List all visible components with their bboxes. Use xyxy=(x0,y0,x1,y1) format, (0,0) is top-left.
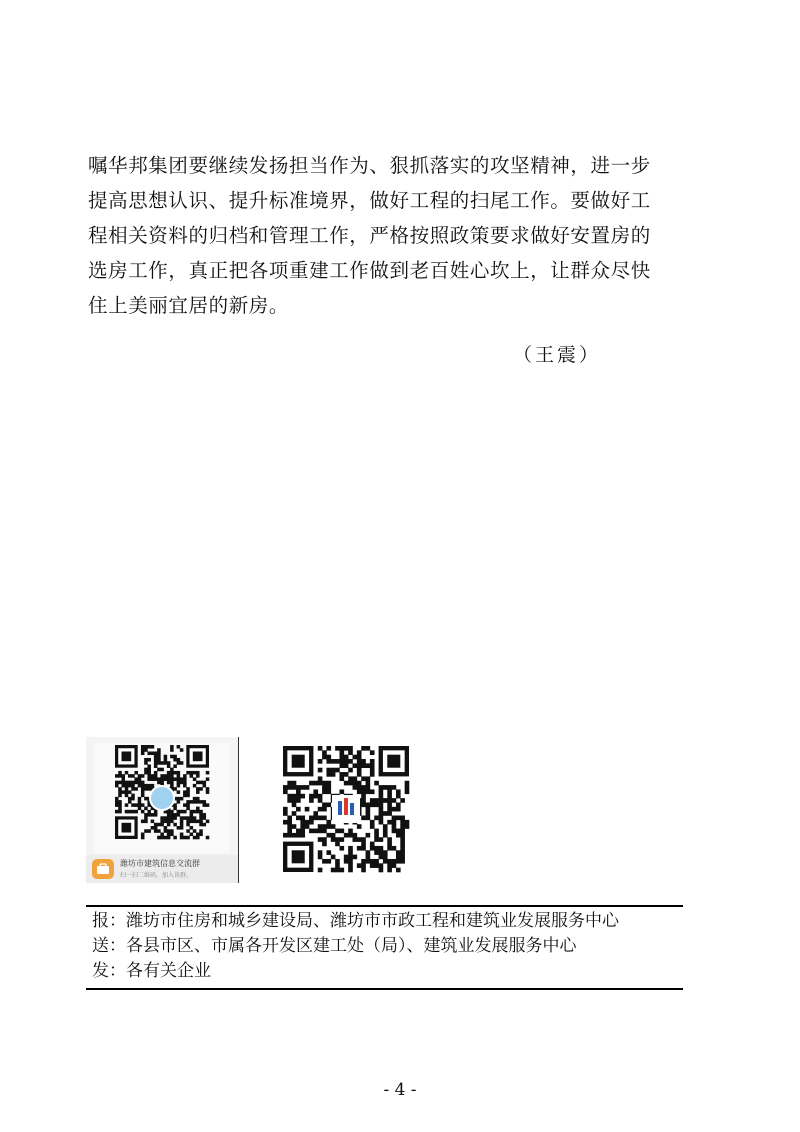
distribution-issue: 发：各有关企业 xyxy=(92,961,211,981)
group-avatar-icon xyxy=(92,859,114,879)
distribution-top-rule xyxy=(86,905,683,907)
article-body xyxy=(88,148,708,323)
page-number: - 4 - xyxy=(383,1080,417,1100)
body-line: 程相关资料的归档和管理工作，严格按照政策要求做好安置房的 xyxy=(88,224,651,247)
distribution-bottom-rule xyxy=(86,988,683,990)
distribution-report: 报：潍坊市住房和城乡建设局、潍坊市市政工程和建筑业发展服务中心 xyxy=(92,911,619,931)
qr-code-graphic xyxy=(94,743,230,853)
official-account-qr-code xyxy=(281,744,411,876)
wechat-group-qr-card xyxy=(86,737,239,883)
body-line: 嘱华邦集团要继续发扬担当作为、狠抓落实的攻坚精神，进一步 xyxy=(88,154,651,177)
distribution-list xyxy=(92,909,619,984)
body-line: 提高思想认识、提升标准境界，做好工程的扫尾工作。要做好工 xyxy=(88,189,651,212)
body-line: 住上美丽宜居的新房。 xyxy=(88,294,290,317)
group-name: 潍坊市建筑信息交流群 xyxy=(120,859,200,868)
group-caption-bar xyxy=(86,855,238,883)
body-line: 选房工作，真正把各项重建工作做到老百姓心坎上，让群众尽快 xyxy=(88,259,651,282)
distribution-send: 送：各县市区、市属各开发区建工处（局）、建筑业发展服务中心 xyxy=(92,936,577,956)
group-qr-code xyxy=(94,743,230,853)
qr-code-graphic xyxy=(281,744,411,876)
author-signature: （王震） xyxy=(513,344,602,366)
group-hint: 扫一扫二维码，加入该群。 xyxy=(120,872,193,879)
